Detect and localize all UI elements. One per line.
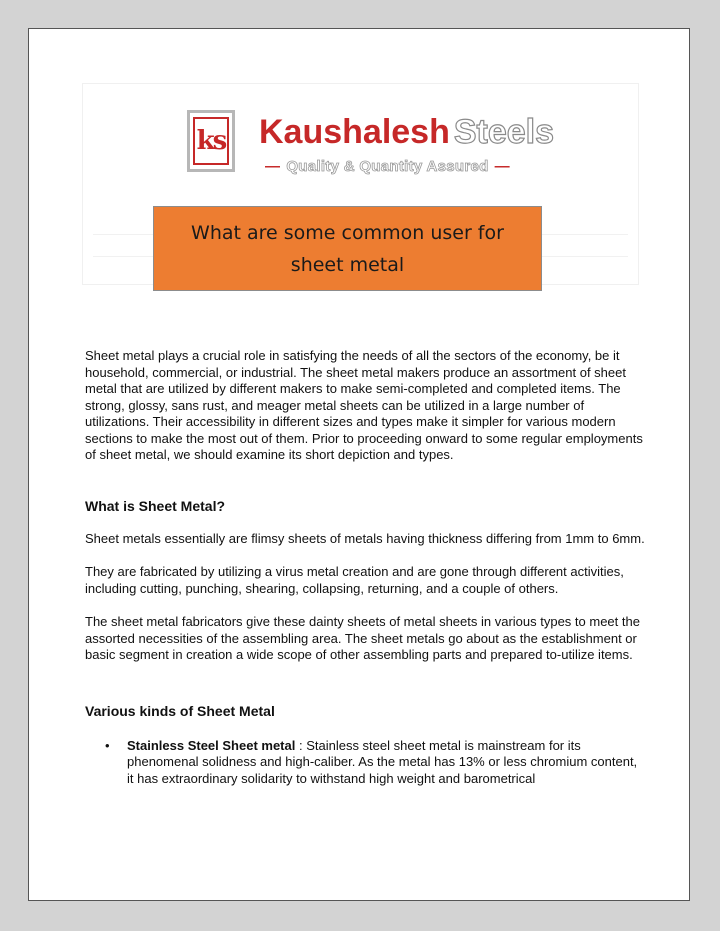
bullet-text: : Stainless steel sheet metal is mainstream for its phenomenal solidness and high-caliber. As the metal has 13% or less chromium content, it has extraordinary solidarity to withstand high weight and barometrical [127, 737, 638, 786]
bullet-term: Stainless Steel Sheet metal [127, 737, 296, 753]
tagline-dash-right: — [494, 158, 510, 175]
section1-paragraph-2: They are fabricated by utilizing a virus metal creation and are gone through different activities, including cutting, punching, shearing, collapsing, returning, and a couple of others. [85, 564, 624, 596]
list-item [85, 738, 645, 788]
section1-paragraph-1: Sheet metals essentially are flimsy sheets of metals having thickness differing from 1mm to 6mm. [85, 530, 645, 546]
brand-secondary: Steels [453, 113, 555, 151]
tagline-text: Quality & Quantity Assured [286, 158, 489, 175]
bullet-icon: • [105, 737, 110, 753]
tagline-dash-left: — [265, 158, 281, 175]
document-page [28, 28, 690, 901]
company-logo [187, 110, 235, 172]
brand-tagline [259, 158, 516, 175]
intro-paragraph: Sheet metal plays a crucial role in satisfying the needs of all the sectors of the economy, be it household, commercial, or industrial. The sheet metal makers produce an assortment of sheet metal that are utilized by different makers to make semi-completed and completed items. The strong, glossy, sans rust, and meager metal sheets can be utilized in a large number of utilizations. Their accessibility in different sizes and types make it simpler for various modern sections to make the most out of them. Prior to proceeding onward to some regular employments of sheet metal, we should examine its short depiction and types. [85, 348, 643, 462]
header-banner [83, 84, 638, 284]
brand-primary: Kaushalesh [259, 113, 450, 151]
section-heading-what-is: What is Sheet Metal? [85, 497, 226, 514]
title-box [153, 206, 542, 291]
section1-paragraph-3: The sheet metal fabricators give these dainty sheets of metal sheets in various types to meet the assorted necessities of the assembling area. The sheet metals go about as the establishment or basic segment in creation a wide scope of other assembling parts and prepared to-utilize items. [85, 614, 640, 662]
section-heading-kinds: Various kinds of Sheet Metal [85, 702, 275, 719]
brand-name [259, 112, 554, 152]
page-title: What are some common user for sheet metal [191, 221, 504, 276]
article-body [85, 348, 645, 787]
logo-monogram: ks [193, 117, 229, 165]
